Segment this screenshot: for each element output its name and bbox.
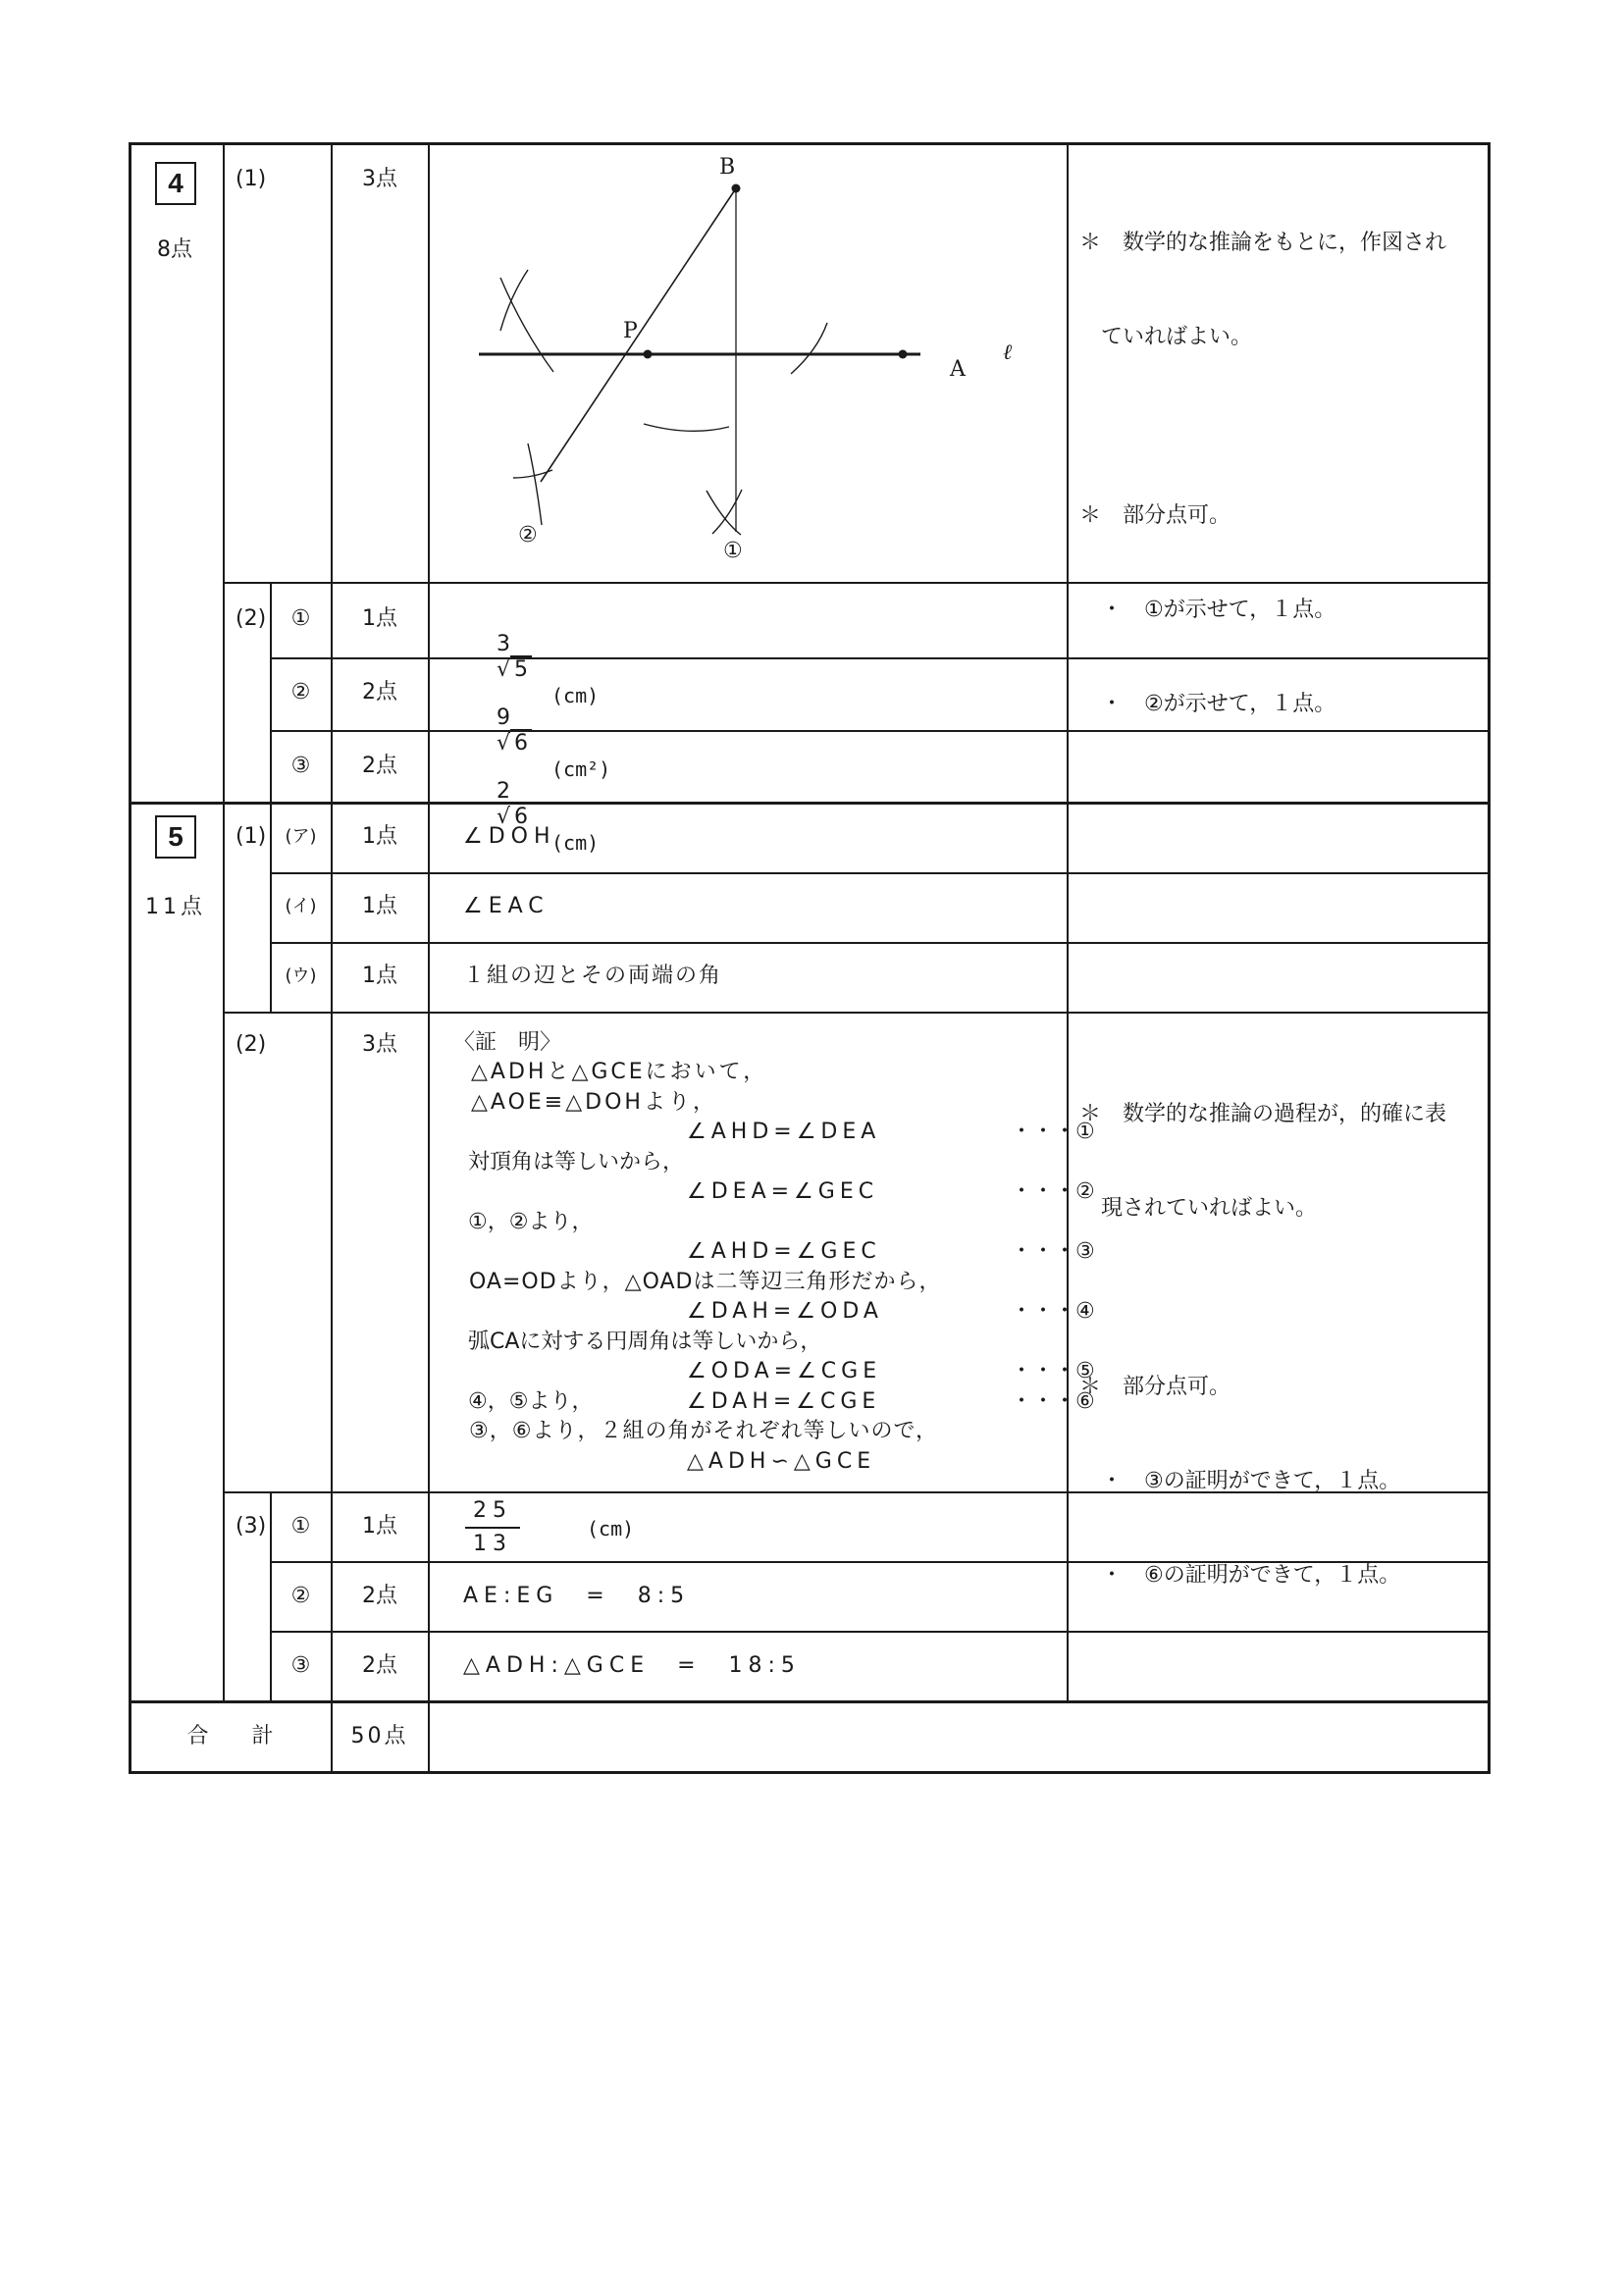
table-border-bottom <box>130 1771 1491 1774</box>
s5-q3-3-answer: △ADH:△GCE = 18:5 <box>463 1653 801 1678</box>
note-line: ＊ 数学的な推論の過程が，的確に表 <box>1079 1102 1447 1126</box>
note-line: ・ ①が示せて，１点。 <box>1079 598 1336 622</box>
row-line <box>224 1012 1490 1014</box>
answer-unit: (cm²) <box>550 757 611 781</box>
s4-q2-2-mark: ② <box>290 680 311 704</box>
note-line: ＊ 部分点可。 <box>1079 503 1231 528</box>
row-line <box>271 872 1490 874</box>
proof-line: ③，⑥より，２組の角がそれぞれ等しいので， <box>461 1419 938 1443</box>
s5-q3-2-answer: AE:EG = 8:5 <box>463 1584 691 1608</box>
figure-label-line-l: ℓ <box>1003 340 1013 365</box>
figure-label-a: A <box>950 357 966 382</box>
sqrt-sign: √ 6 <box>497 803 532 829</box>
proof-line: ∠DAH=∠ODA ・・・④ <box>687 1299 1095 1324</box>
s4-q1-points: 3点 <box>362 167 397 191</box>
s5-q2-label: (2) <box>236 1032 267 1057</box>
s4-q1-label: (1) <box>236 167 267 191</box>
s5-q1-label: (1) <box>236 824 267 849</box>
figure-mark-1: ① <box>723 539 743 563</box>
proof-line: ∠DEA=∠GEC ・・・② <box>687 1179 1095 1204</box>
fraction-bar <box>465 1527 520 1529</box>
s4-q2-label: (2) <box>236 606 267 631</box>
table-border-left <box>129 142 131 1774</box>
total-label: 合 計 <box>186 1724 274 1748</box>
proof-line: ∠AHD=∠DEA ・・・① <box>687 1120 1095 1144</box>
col-line-notes <box>1067 142 1069 1701</box>
note-line: ＊ 部分点可。 <box>1079 1375 1231 1399</box>
s5-q3-label: (3) <box>236 1514 267 1539</box>
s5-q3-1-mark: ① <box>290 1514 311 1539</box>
answer-unit: (cm) <box>550 831 600 855</box>
s5-q2-points: 3点 <box>362 1032 397 1057</box>
note-line: ＊ 数学的な推論をもとに，作図され <box>1079 231 1447 255</box>
s5-q1-a-points: 1点 <box>362 824 397 849</box>
note-line <box>1079 1287 1446 1309</box>
note-line: 現されていればよい。 <box>1079 1196 1318 1221</box>
section-4-total-points: 8点 <box>157 237 192 262</box>
answer-coef: 3 <box>496 632 510 656</box>
note-line: ・ ②が示せて，１点。 <box>1079 692 1336 716</box>
proof-line: ①，②より， <box>461 1209 594 1234</box>
note-line: ・ ③の証明ができて，１点。 <box>1079 1469 1401 1493</box>
proof-heading: 〈証 明〉 <box>453 1030 562 1055</box>
note-line <box>1079 416 1446 438</box>
s5-q1-c-points: 1点 <box>362 964 397 988</box>
section-4-number: 4 <box>155 162 196 205</box>
s5-q3-1-fraction <box>465 1498 520 1557</box>
s4-q2-1-points: 1点 <box>362 606 397 631</box>
sqrt-sign: √ 5 <box>497 655 532 682</box>
answer-coef: 2 <box>496 779 510 804</box>
note-line: ・ ⑥の証明ができて，１点。 <box>1079 1563 1401 1588</box>
proof-line: OA=ODより，△OADは二等辺三角形だから， <box>461 1269 942 1294</box>
proof-line: ④，⑤より， ∠DAH=∠CGE ・・・⑥ <box>461 1388 1095 1414</box>
s5-q1-a-mark: (ア) <box>285 826 317 847</box>
s5-q1-b-mark: (イ) <box>285 896 317 916</box>
proof-line: 対頂角は等しいから， <box>461 1149 684 1174</box>
s5-q3-2-points: 2点 <box>362 1584 397 1608</box>
figure-label-b: B <box>719 155 736 180</box>
s5-q1-c-answer: １組の辺とその両端の角 <box>463 964 723 988</box>
s5-q1-b-points: 1点 <box>362 894 397 918</box>
s5-q1-a-answer: ∠DOH <box>463 824 556 849</box>
total-divider <box>130 1700 1491 1703</box>
answer-unit: (cm) <box>550 684 600 707</box>
s5-q3-3-points: 2点 <box>362 1653 397 1678</box>
section-divider <box>130 802 1491 805</box>
s4-q2-3-points: 2点 <box>362 754 397 778</box>
s5-q2-notes <box>1079 1036 1446 1654</box>
proof-line: 弧CAに対する円周角は等しいから， <box>461 1329 822 1354</box>
figure-label-p: P <box>623 319 638 343</box>
s4-q2-3-mark: ③ <box>290 754 311 778</box>
proof-body <box>461 1058 1095 1477</box>
s5-q3-2-mark: ② <box>290 1584 311 1608</box>
proof-line: △AOE≡△DOHより， <box>461 1089 717 1115</box>
s4-q2-1-mark: ① <box>290 606 311 631</box>
proof-line: △ADH∽△GCE <box>687 1448 876 1474</box>
section-5-number: 5 <box>155 815 196 859</box>
denominator: 13 <box>473 1532 512 1556</box>
proof-line: ∠ODA=∠CGE ・・・⑤ <box>687 1359 1095 1383</box>
construction-figure <box>430 144 1066 581</box>
s5-q3-1-unit: (cm) <box>587 1517 635 1540</box>
s5-q3-3-mark: ③ <box>290 1653 311 1678</box>
note-line: ていればよい。 <box>1079 325 1253 349</box>
point-p <box>644 350 653 359</box>
s5-q3-1-points: 1点 <box>362 1514 397 1539</box>
sqrt-sign: √ 6 <box>497 729 532 756</box>
figure-mark-2: ② <box>518 523 538 548</box>
proof-line: △ADHと△GCEにおいて， <box>461 1060 768 1084</box>
col-line-1 <box>223 142 225 1701</box>
s5-q1-c-mark: (ウ) <box>285 965 317 986</box>
section-5-total-points: 11点 <box>145 895 206 919</box>
point-b <box>732 184 741 193</box>
row-line <box>271 942 1490 944</box>
s4-q1-notes <box>1079 165 1446 783</box>
total-points: 50点 <box>350 1724 409 1748</box>
proof-line: ∠AHD=∠GEC ・・・③ <box>687 1239 1095 1264</box>
answer-coef: 9 <box>496 705 510 730</box>
s4-q2-3-answer <box>469 754 599 882</box>
table-border-right <box>1488 142 1491 1774</box>
s5-q1-b-answer: ∠EAC <box>463 894 550 918</box>
numerator: 25 <box>473 1498 512 1523</box>
s4-q2-2-points: 2点 <box>362 680 397 704</box>
